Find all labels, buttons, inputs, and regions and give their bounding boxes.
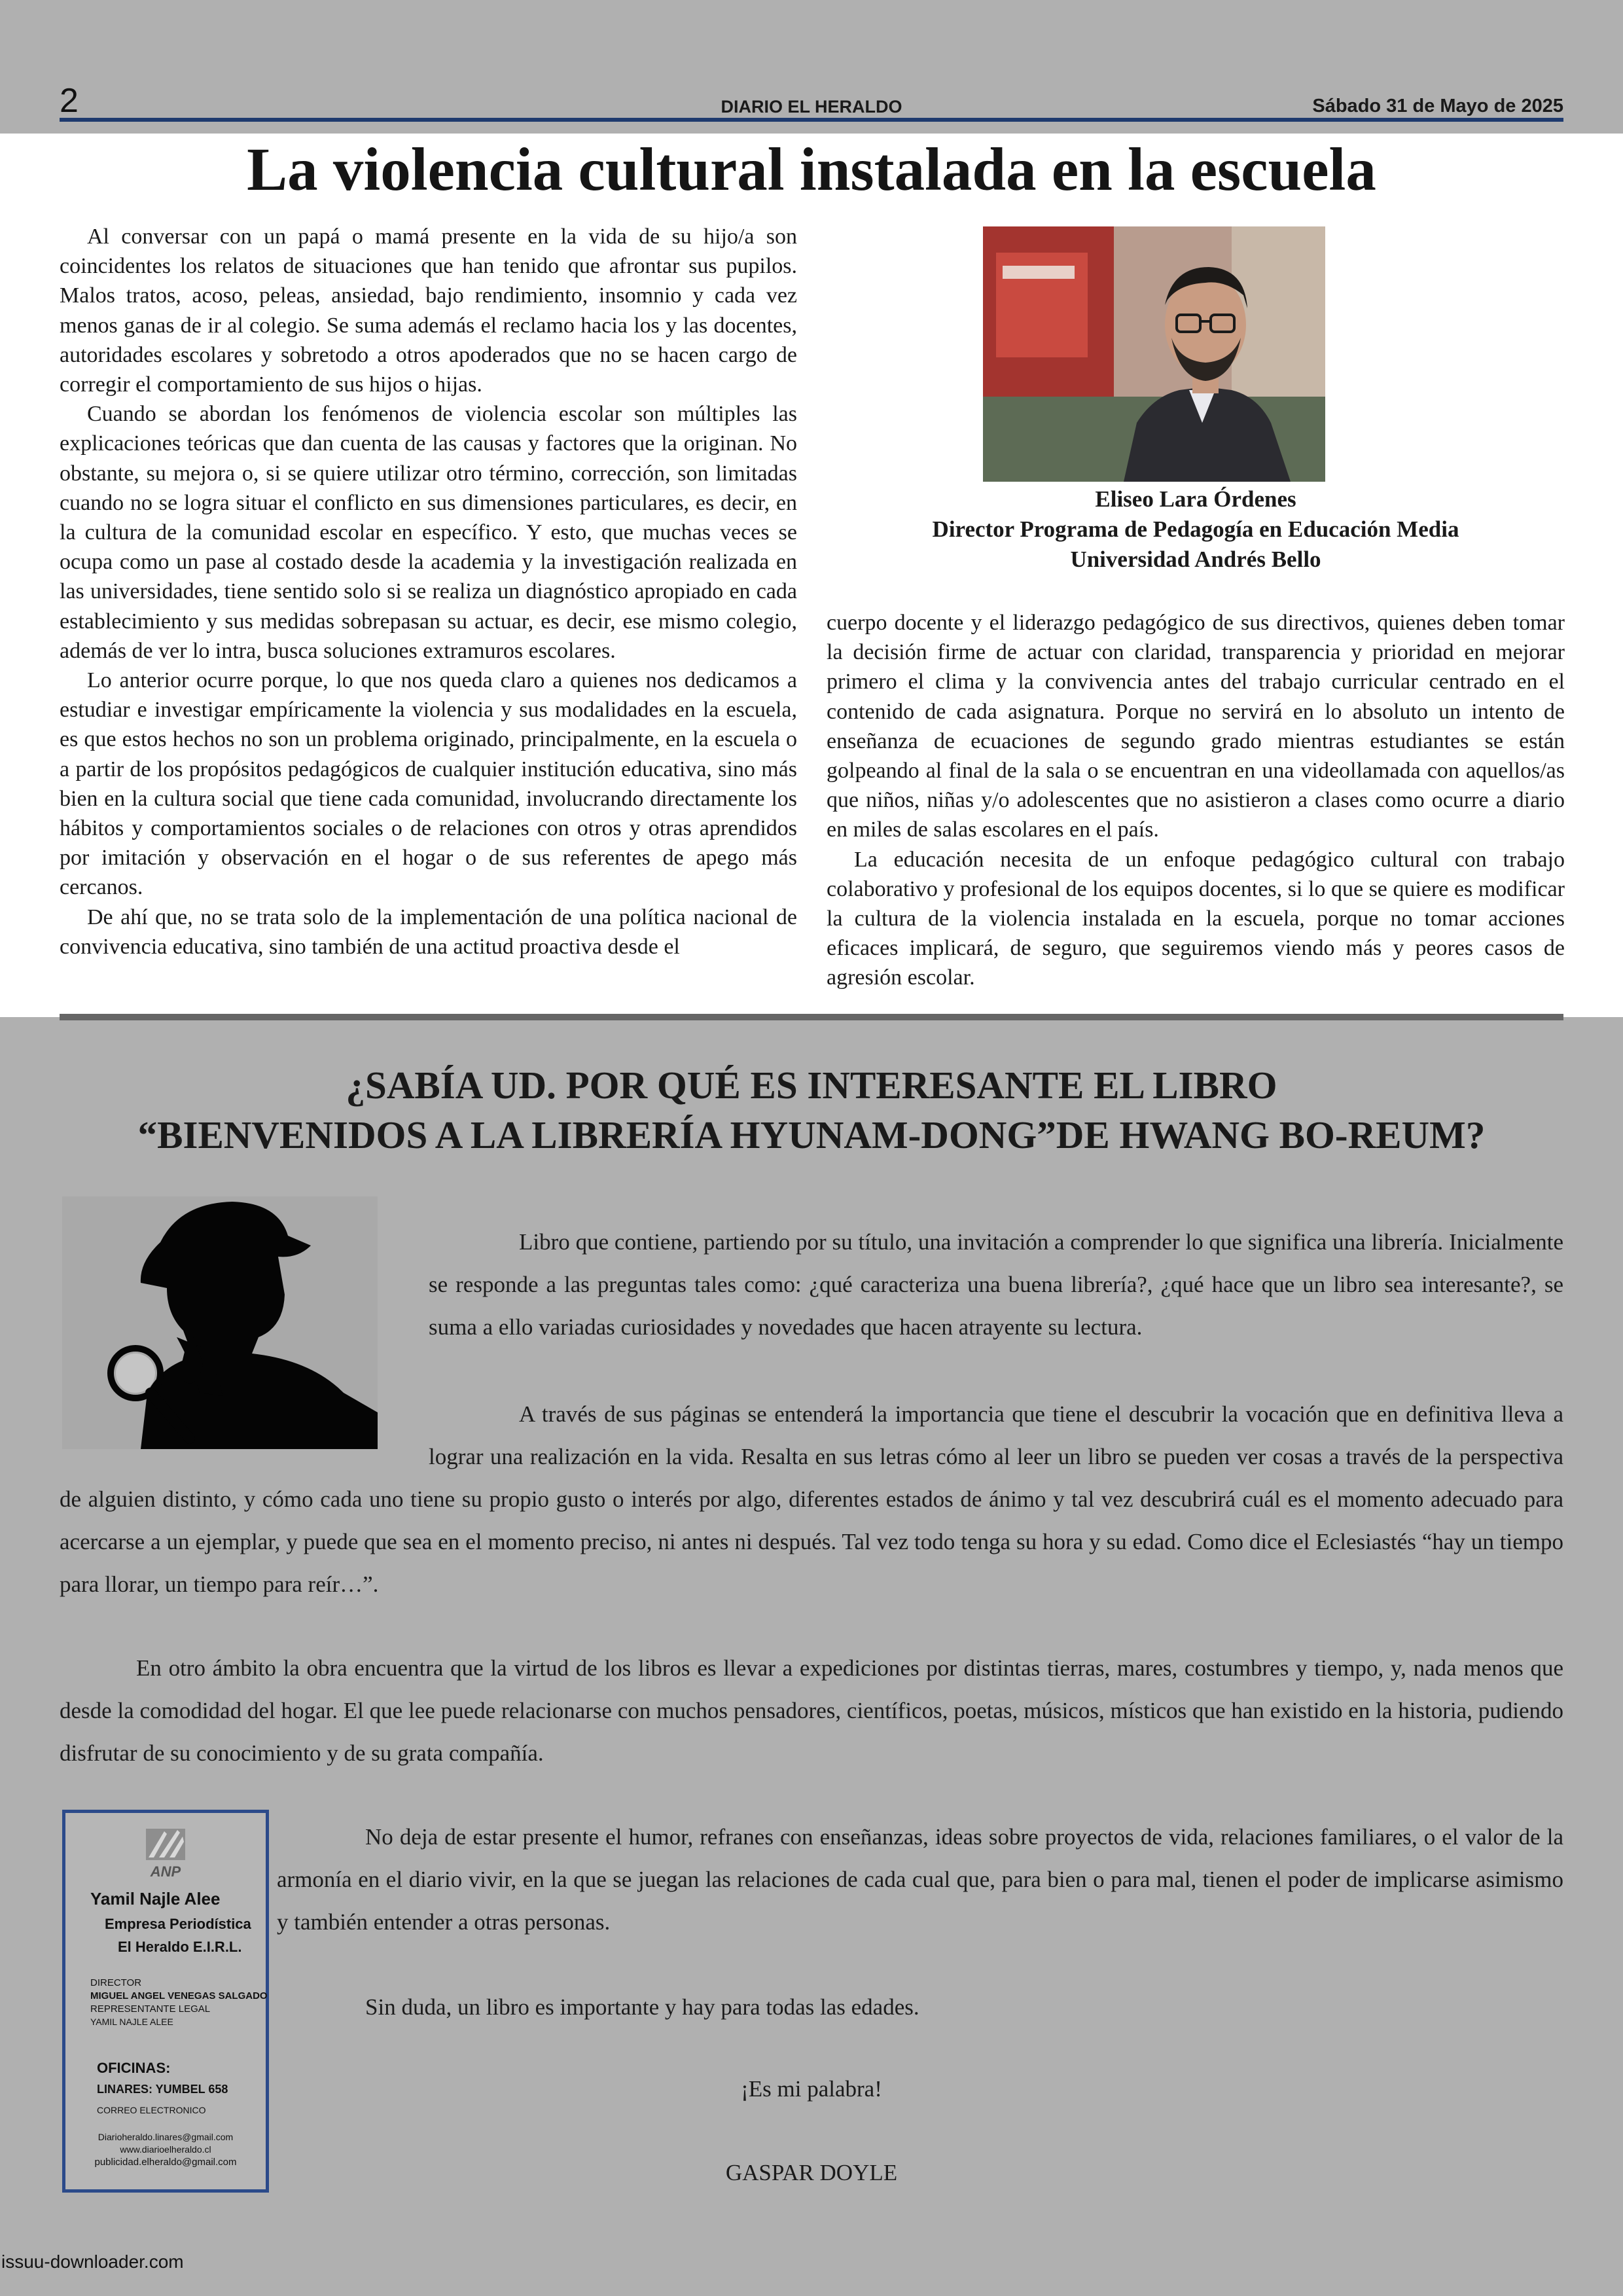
article-paragraph: Al conversar con un papá o mamá presente en la vida de su hijo/a son coincidentes los relatos de situaciones que han tenido que afrontar sus pupilos. Malos tratos, acoso, peleas, ansiedad, bajo rendimiento, insomnio y cada vez menos ganas de ir al colegio. Se suma además el reclamo hacia los y las docentes, autoridades escolares y sobretodo a otros apoderados que no se hacen cargo de corregir el comportamiento de sus hijos o hijas. (60, 224, 797, 397)
legal-rep-name: YAMIL NAJLE ALEE (90, 2017, 173, 2027)
newspaper-name: DIARIO EL HERALDO (721, 97, 902, 117)
page-number: 2 (60, 82, 79, 120)
offices-address: LINARES: YUMBEL 658 (97, 2083, 228, 2096)
author-caption (827, 484, 1565, 575)
website-link: www.diarioelheraldo.cl (120, 2144, 211, 2155)
closing-line: ¡Es mi palabra! (741, 2076, 882, 2102)
book-text-block-3 (60, 1647, 1563, 1774)
offices-label: OFICINAS: (97, 2060, 171, 2076)
book-text-block-2 (60, 1393, 1563, 1605)
article-paragraph: De ahí que, no se trata solo de la implementación de una política nacional de convivencia educativa, sino también de una actitud proactiva desde el (60, 905, 797, 959)
author-photo (983, 226, 1325, 482)
publication-date: Sábado 31 de Mayo de 2025 (1312, 96, 1563, 117)
book-text-block-4 (277, 1816, 1563, 2028)
article-headline: La violencia cultural instalada en la escuela (247, 136, 1376, 204)
article-paragraph: Lo anterior ocurre porque, lo que nos queda claro a quienes nos dedicamos a estudiar e investigar empíricamente la violencia y sus modalidades en la escuela, es que estos hechos no son un problema originado, principalmente, en la escuela o a partir de los propósitos pedagógicos de cualquier institución educativa, sino más bien en la cultura social que tiene cada comunidad, involucrando directamente los hábitos y comportamientos sociales o de relaciones con otros y otras aprendidos por imitación y observación en el hogar o de sus referentes de apego más cercanos. (60, 668, 797, 900)
article-paragraph: cuerpo docente y el liderazgo pedagógico de sus directivos, quienes deben tomar la decisión firme de actuar con claridad, transparencia y prioridad en mejorar primero el clima y la convivencia antes del trabajo curricular centrado en el contenido de cada asignatura. Porque no servirá en lo absoluto un intento de enseñanza de ecuaciones de segundo grado mientras estudiantes se están golpeando al final de la sala o se encuentran en una videollamada con aquellos/as que niños, niñas y/o adolescentes que no asistieron a clases como ocurre a diario en miles de salas escolares en el país. (827, 611, 1565, 842)
anp-logo-text: ANP (150, 1863, 181, 1880)
section-divider (60, 1014, 1563, 1020)
book-paragraph: A través de sus páginas se entenderá la importancia que tiene el descubrir la vocación que en definitiva lleva a lograr una realización en la vida. Resalta en sus letras cómo al leer un libro se pueden ver cosas a través de la perspectiva de alguien distinto, y cómo cada uno tiene su propio gusto o interés por algo, diferentes estados de ánimo y tal vez descubrirá cuál es el momento adecuado para acercarse a un ejemplar, y puede que sea en el momento preciso, ni antes ni después. Tal vez todo tenga su hora y su edad. Como dice el Eclesiastés “hay un tiempo para llorar, un tiempo para reír…”. (60, 1401, 1563, 1597)
anp-logo-icon (145, 1825, 187, 1863)
company-line: Empresa Periodística (105, 1916, 251, 1932)
article-paragraph: La educación necesita de un enfoque pedagógico cultural con trabajo colaborativo y profesional de los equipos docentes, si lo que se quiere es modificar la cultura de la violencia instalada en la escuela, porque no tomar acciones eficaces implicará, de seguro, que seguiremos viendo más y peores casos de agresión escolar. (827, 847, 1565, 990)
book-paragraph: En otro ámbito la obra encuentra que la virtud de los libros es llevar a expediciones por distintas tierras, mares, costumbres y tiempo, y, nada menos que desde la comodidad del hogar. El que lee puede relacionarse con muchos pensadores, científicos, poetas, músicos, místicos que han existido en la historia, pudiendo disfrutar de su conocimiento y de su grata compañía. (60, 1655, 1563, 1766)
author-name: Eliseo Lara Órdenes (1095, 486, 1296, 512)
book-title-line: ¿SABÍA UD. POR QUÉ ES INTERESANTE EL LIBRO (346, 1064, 1277, 1107)
legal-rep-label: REPRESENTANTE LEGAL (90, 2003, 211, 2015)
anp-logo (65, 1825, 266, 1880)
page-header (60, 79, 1563, 122)
owner-name: Yamil Najle Alee (90, 1889, 221, 1909)
author-institution: Universidad Andrés Bello (1070, 547, 1321, 572)
book-paragraph: No deja de estar presente el humor, refranes con enseñanzas, ideas sobre proyectos de vida, relaciones familiares, o el valor de la armonía en el diario vivir, en la que se juegan las relaciones de cada cual que, para bien o para mal, tienen el poder de implicarse asimismo y también entender a otras personas. (277, 1824, 1563, 1935)
book-title-line: “BIENVENIDOS A LA LIBRERÍA HYUNAM-DONG”DE HWANG BO-REUM? (137, 1113, 1486, 1157)
director-name: MIGUEL ANGEL VENEGAS SALGADO (90, 1990, 268, 2001)
company-line: El Heraldo E.I.R.L. (118, 1939, 242, 1955)
article-paragraph: Cuando se abordan los fenómenos de violencia escolar son múltiples las explicaciones teóricas que dan cuenta de las causas y factores que la originan. No obstante, su mejora o, si se quiere utilizar otro término, corrección, son limitadas cuando no se logra situar el conflicto en sus dimensiones particulares, es decir, en la cultura de la comunidad escolar en específico. Y esto, que muchas veces se ocupa como un pase al costado desde la academia y la investigación realizada en las universidades, tiene sentido solo si se realiza un diagnóstico apropiado en cada establecimiento y sus medidas sobrepasan su actuar, es decir, ese mismo colegio, además de ver lo intra, busca soluciones extramuros escolares. (60, 402, 797, 663)
book-paragraph: Libro que contiene, partiendo por su título, una invitación a comprender lo que significa una librería. Inicialmente se responde a las preguntas tales como: ¿qué caracteriza una buena librería?, ¿qué hace que un libro sea interesante?, se suma a ello variadas curiosidades y novedades que hacen atrayente su lectura. (429, 1229, 1563, 1340)
watermark: issuu-downloader.com (1, 2251, 184, 2272)
article-right-column (827, 608, 1565, 993)
signature: GASPAR DOYLE (725, 2160, 898, 2185)
book-text-block-1 (429, 1221, 1563, 1348)
book-paragraph: Sin duda, un libro es importante y hay para todas las edades. (365, 1994, 919, 2020)
email-contact: publicidad.elheraldo@gmail.com (94, 2157, 237, 2168)
email-label: CORREO ELECTRONICO (97, 2105, 206, 2115)
author-role: Director Programa de Pedagogía en Educación Media (932, 516, 1459, 542)
author-portrait-image (983, 226, 1325, 482)
director-label: DIRECTOR (90, 1977, 142, 1988)
book-section-title (60, 1060, 1563, 1160)
email-contact: Diarioheraldo.linares@gmail.com (98, 2132, 234, 2142)
masthead-box (62, 1810, 269, 2193)
article-left-column (60, 222, 797, 961)
